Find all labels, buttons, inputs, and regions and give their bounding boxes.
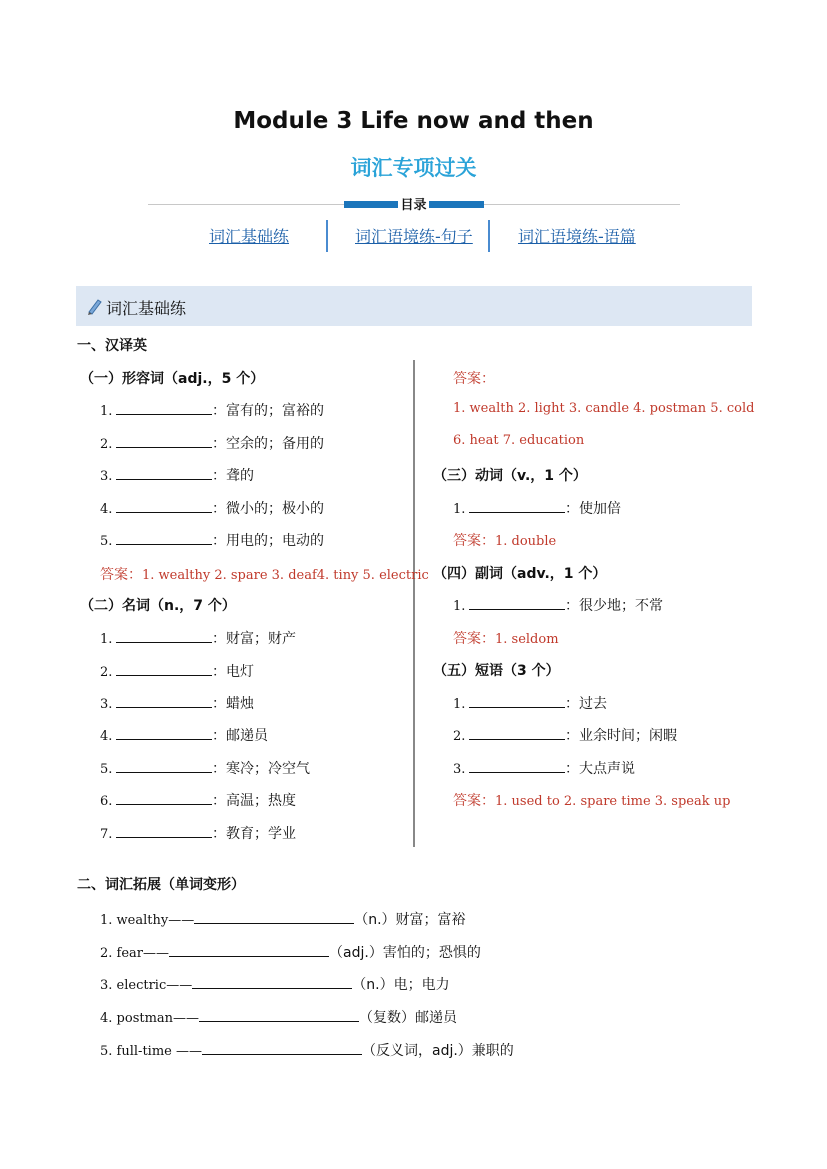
- answer-blank[interactable]: [116, 760, 212, 773]
- answer-blank[interactable]: [199, 1009, 359, 1022]
- part2-item-4: 4. postman—— （复数）邮递员: [100, 1010, 458, 1026]
- phrase-item-3: 3. ：大点声说: [453, 761, 635, 777]
- page-title: Module 3 Life now and then: [233, 108, 594, 134]
- answer-blank[interactable]: [116, 500, 212, 513]
- verb-title: （三）动词（v.，1 个）: [433, 468, 587, 484]
- toc-label: 目录: [400, 198, 427, 213]
- adj-item-1: 1. ：富有的；富裕的: [100, 403, 324, 419]
- page-subtitle: 词汇专项过关: [350, 156, 477, 180]
- phrase-item-2: 2. ：业余时间；闲暇: [453, 728, 677, 744]
- adj-item-3: 3. ：聋的: [100, 468, 254, 484]
- answer-blank[interactable]: [469, 727, 565, 740]
- answer-blank[interactable]: [469, 500, 565, 513]
- part2-item-2: 2. fear—— （adj.）害怕的；恐惧的: [100, 945, 481, 961]
- answer-blank[interactable]: [169, 944, 329, 957]
- answer-blank[interactable]: [116, 630, 212, 643]
- phrase-answer: 答案：1. used to 2. spare time 3. speak up: [453, 793, 731, 809]
- answer-blank[interactable]: [192, 976, 352, 989]
- answer-blank[interactable]: [469, 695, 565, 708]
- adj-answer: 答案：1. wealthy 2. spare 3. deaf4. tiny 5. electric: [100, 567, 429, 583]
- answer-blank[interactable]: [469, 597, 565, 610]
- answer-blank[interactable]: [116, 695, 212, 708]
- answer-blank[interactable]: [116, 532, 212, 545]
- phrase-title: （五）短语（3 个）: [433, 663, 560, 679]
- adv-item-1: 1. ：很少地；不常: [453, 598, 663, 614]
- column-divider: [413, 360, 415, 847]
- noun-item-2: 2. ：电灯: [100, 664, 254, 680]
- adj-item-2: 2. ：空余的；备用的: [100, 436, 324, 452]
- adj-item-4: 4. ：微小的；极小的: [100, 501, 324, 517]
- verb-item-1: 1. ：使加倍: [453, 501, 621, 517]
- answer-blank[interactable]: [116, 435, 212, 448]
- part2-item-3: 3. electric—— （n.）电；电力: [100, 977, 450, 993]
- adj-item-5: 5. ：用电的；电动的: [100, 533, 324, 549]
- answer-blank[interactable]: [116, 663, 212, 676]
- toc-separator: [488, 220, 490, 252]
- noun-item-7: 7. ：教育；学业: [100, 826, 296, 842]
- answer-blank[interactable]: [116, 402, 212, 415]
- section-heading: 词汇基础练: [76, 286, 752, 326]
- noun-answer-line-1: 1. wealth 2. light 3. candle 4. postman 5. cold: [453, 401, 755, 416]
- noun-item-5: 5. ：寒冷；冷空气: [100, 761, 310, 777]
- answer-blank[interactable]: [116, 727, 212, 740]
- answer-blank[interactable]: [116, 467, 212, 480]
- answer-blank[interactable]: [194, 911, 354, 924]
- noun-title: （二）名词（n.，7 个）: [80, 598, 236, 614]
- part2-item-1: 1. wealthy—— （n.）财富；富裕: [100, 912, 466, 928]
- part2-item-5: 5. full-time —— （反义词，adj.）兼职的: [100, 1043, 514, 1059]
- phrase-item-1: 1. ：过去: [453, 696, 607, 712]
- noun-answer-line-2: 6. heat 7. education: [453, 433, 585, 448]
- adv-title: （四）副词（adv.，1 个）: [433, 566, 607, 582]
- adv-answer: 答案：1. seldom: [453, 631, 559, 647]
- answer-blank[interactable]: [116, 825, 212, 838]
- part1-title: 一、汉译英: [77, 338, 147, 354]
- answer-blank[interactable]: [469, 760, 565, 773]
- part2-title: 二、词汇拓展（单词变形）: [77, 877, 245, 893]
- toc-link-passage[interactable]: 词汇语境练-语篇: [518, 227, 636, 246]
- verb-answer: 答案：1. double: [453, 533, 557, 549]
- noun-item-3: 3. ：蜡烛: [100, 696, 254, 712]
- pencil-icon: [86, 297, 102, 315]
- noun-item-4: 4. ：邮递员: [100, 728, 268, 744]
- toc-separator: [326, 220, 328, 252]
- toc-link-basic[interactable]: 词汇基础练: [209, 227, 290, 246]
- toc-link-sentence[interactable]: 词汇语境练-句子: [355, 227, 473, 246]
- noun-item-6: 6. ：高温；热度: [100, 793, 296, 809]
- adj-title: （一）形容词（adj.，5 个）: [80, 371, 265, 387]
- answer-blank[interactable]: [116, 792, 212, 805]
- noun-answer-label: 答案：: [453, 371, 495, 387]
- answer-blank[interactable]: [202, 1042, 362, 1055]
- noun-item-1: 1. ：财富；财产: [100, 631, 296, 647]
